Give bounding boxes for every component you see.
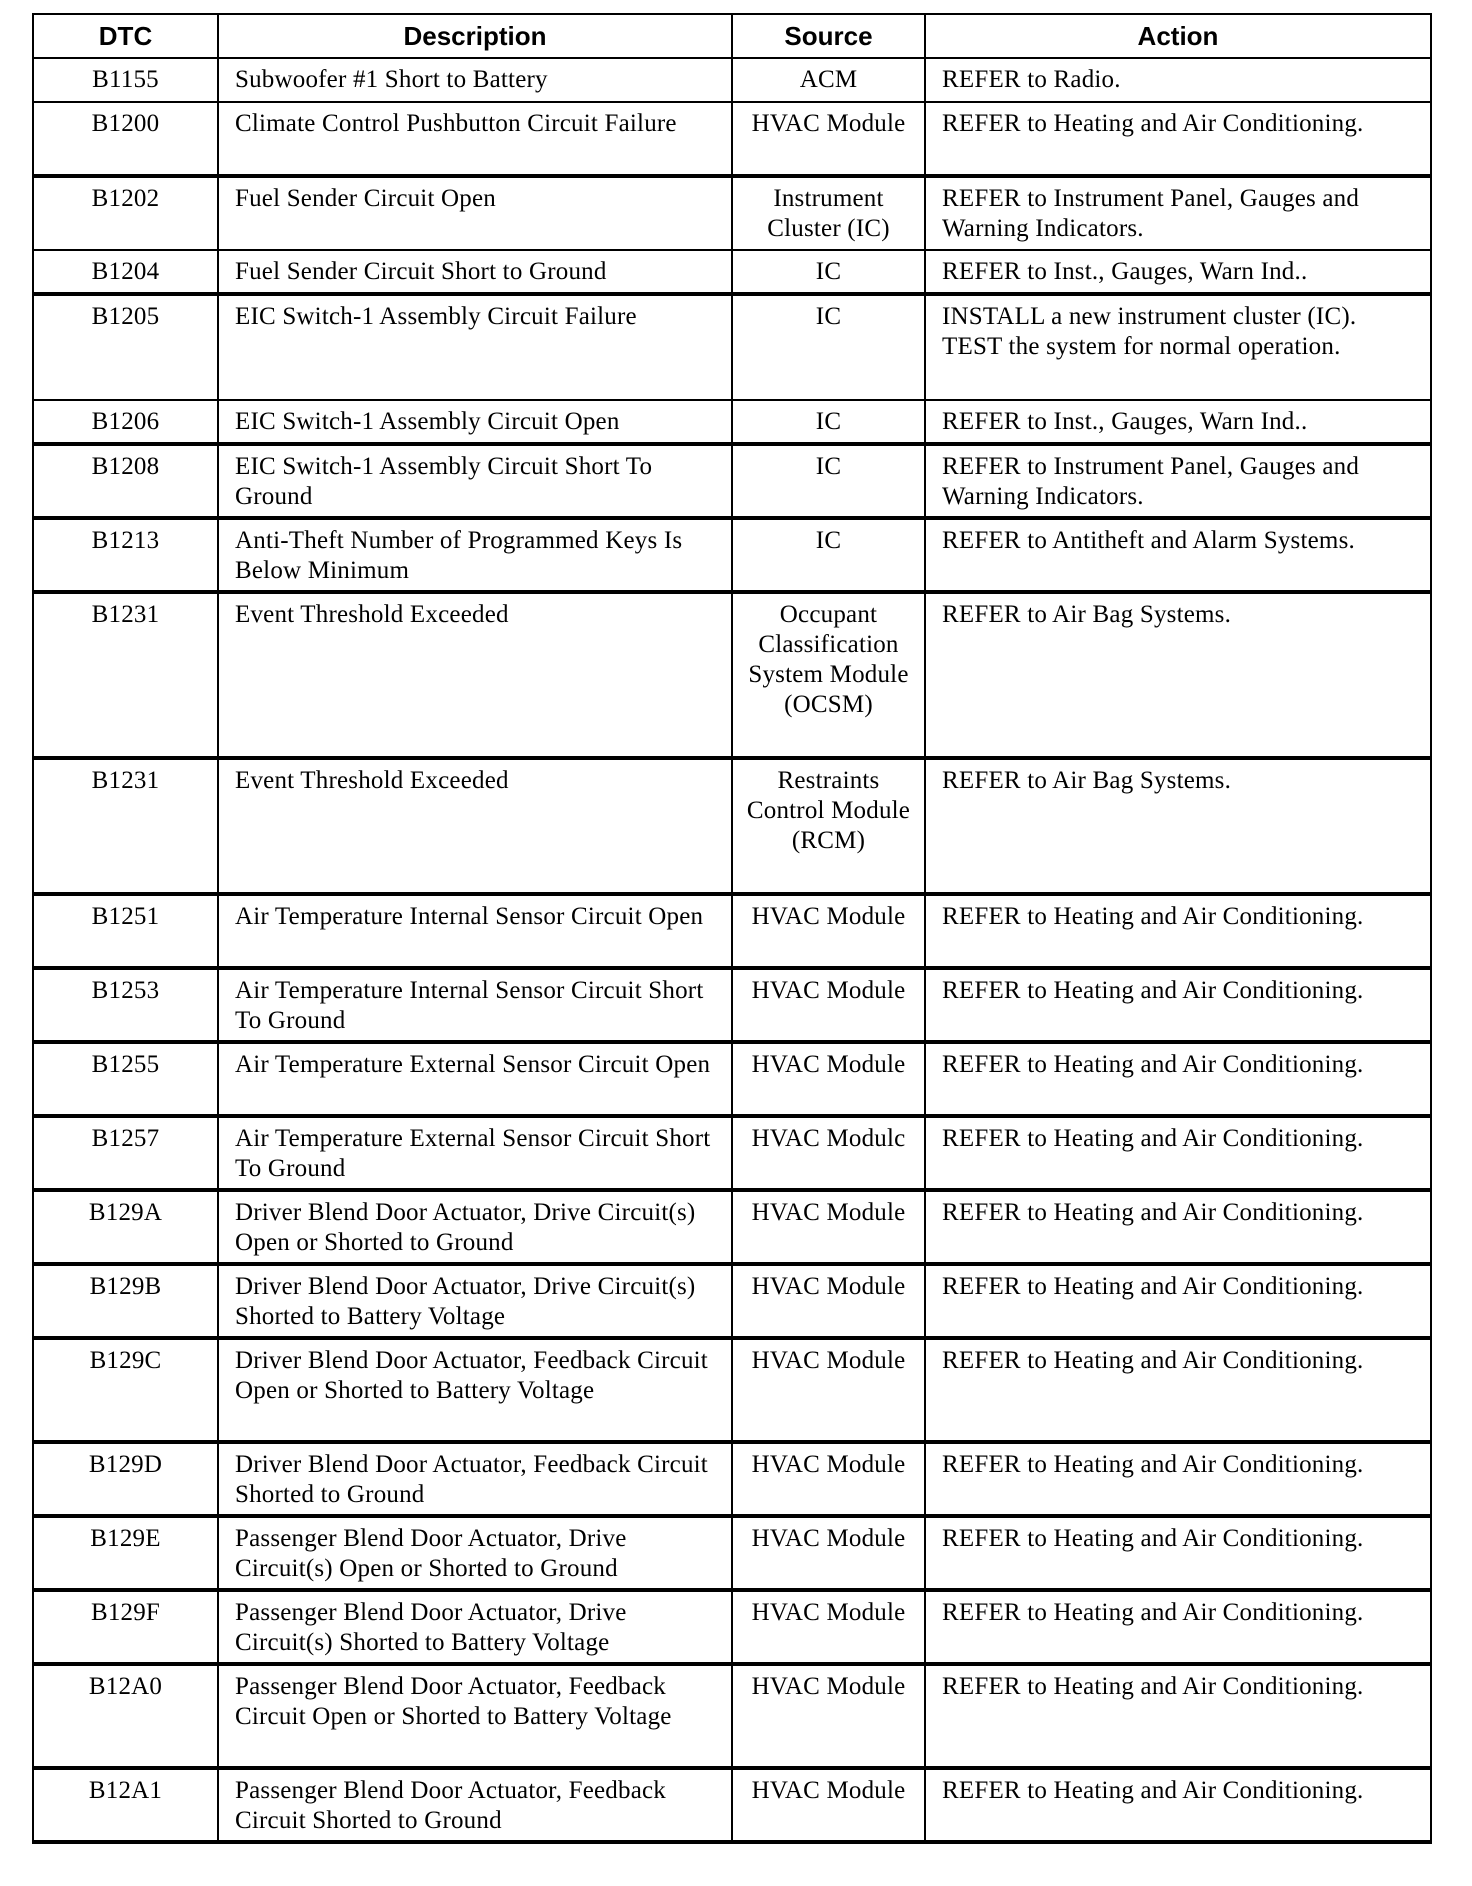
dtc-source: HVAC Module (732, 1264, 925, 1338)
dtc-source: HVAC Module (732, 1442, 925, 1516)
table-row (33, 1042, 1431, 1116)
dtc-action: REFER to Instrument Panel, Gauges and Warning Indicators. (925, 444, 1431, 518)
dtc-source: HVAC Module (732, 1338, 925, 1442)
dtc-source: HVAC Module (732, 1664, 925, 1768)
dtc-description: Air Temperature External Sensor Circuit Short To Ground (218, 1116, 732, 1190)
dtc-code: B129A (33, 1190, 218, 1264)
dtc-description: Passenger Blend Door Actuator, Drive Circuit(s) Shorted to Battery Voltage (218, 1590, 732, 1664)
dtc-action: REFER to Heating and Air Conditioning. (925, 1516, 1431, 1590)
dtc-action: REFER to Heating and Air Conditioning. (925, 1590, 1431, 1664)
dtc-source: ACM (732, 58, 925, 102)
dtc-action: REFER to Heating and Air Conditioning. (925, 1042, 1431, 1116)
dtc-code: B1231 (33, 758, 218, 894)
dtc-description: Climate Control Pushbutton Circuit Failure (218, 102, 732, 176)
dtc-source: IC (732, 250, 925, 294)
dtc-source: IC (732, 518, 925, 592)
dtc-action: REFER to Heating and Air Conditioning. (925, 1768, 1431, 1842)
dtc-code: B1257 (33, 1116, 218, 1190)
dtc-description: Driver Blend Door Actuator, Drive Circuit(s) Shorted to Battery Voltage (218, 1264, 732, 1338)
table-row (33, 894, 1431, 968)
dtc-action: REFER to Antitheft and Alarm Systems. (925, 518, 1431, 592)
dtc-description: Driver Blend Door Actuator, Feedback Circuit Shorted to Ground (218, 1442, 732, 1516)
dtc-action: REFER to Inst., Gauges, Warn Ind.. (925, 400, 1431, 444)
dtc-action: REFER to Heating and Air Conditioning. (925, 1664, 1431, 1768)
dtc-action: REFER to Heating and Air Conditioning. (925, 1264, 1431, 1338)
table-row (33, 1190, 1431, 1264)
header-dtc: DTC (33, 14, 218, 58)
dtc-description: Passenger Blend Door Actuator, Drive Circuit(s) Open or Shorted to Ground (218, 1516, 732, 1590)
dtc-description: Air Temperature External Sensor Circuit Open (218, 1042, 732, 1116)
header-action: Action (925, 14, 1431, 58)
table-row (33, 400, 1431, 444)
dtc-description: Subwoofer #1 Short to Battery (218, 58, 732, 102)
dtc-code: B12A1 (33, 1768, 218, 1842)
dtc-source: HVAC Module (732, 1190, 925, 1264)
table-row (33, 968, 1431, 1042)
dtc-code: B1206 (33, 400, 218, 444)
dtc-code: B1208 (33, 444, 218, 518)
table-row (33, 294, 1431, 400)
dtc-action: REFER to Heating and Air Conditioning. (925, 1338, 1431, 1442)
dtc-source: HVAC Module (732, 968, 925, 1042)
table-body (33, 58, 1431, 1842)
dtc-description: Event Threshold Exceeded (218, 592, 732, 758)
table-row (33, 518, 1431, 592)
dtc-code: B1231 (33, 592, 218, 758)
dtc-code: B129B (33, 1264, 218, 1338)
dtc-source: HVAC Modulc (732, 1116, 925, 1190)
table-row (33, 250, 1431, 294)
table-row (33, 592, 1431, 758)
table-row (33, 58, 1431, 102)
table-row (33, 758, 1431, 894)
dtc-table (32, 13, 1432, 1844)
dtc-action: REFER to Heating and Air Conditioning. (925, 894, 1431, 968)
dtc-code: B1200 (33, 102, 218, 176)
table-row (33, 1264, 1431, 1338)
table-row (33, 444, 1431, 518)
table-row (33, 176, 1431, 250)
dtc-action: REFER to Air Bag Systems. (925, 592, 1431, 758)
dtc-description: Air Temperature Internal Sensor Circuit Open (218, 894, 732, 968)
table-row (33, 1768, 1431, 1842)
dtc-description: Passenger Blend Door Actuator, Feedback Circuit Shorted to Ground (218, 1768, 732, 1842)
table-header-row (33, 14, 1431, 58)
dtc-action: REFER to Heating and Air Conditioning. (925, 1190, 1431, 1264)
table-row (33, 102, 1431, 176)
dtc-source: IC (732, 294, 925, 400)
dtc-description: EIC Switch-1 Assembly Circuit Short To Ground (218, 444, 732, 518)
dtc-source: HVAC Module (732, 1768, 925, 1842)
dtc-code: B1213 (33, 518, 218, 592)
dtc-action: REFER to Air Bag Systems. (925, 758, 1431, 894)
dtc-description: Event Threshold Exceeded (218, 758, 732, 894)
dtc-source: Instrument Cluster (IC) (732, 176, 925, 250)
dtc-action: REFER to Heating and Air Conditioning. (925, 1442, 1431, 1516)
header-source: Source (732, 14, 925, 58)
dtc-source: IC (732, 400, 925, 444)
dtc-description: EIC Switch-1 Assembly Circuit Failure (218, 294, 732, 400)
dtc-code: B1255 (33, 1042, 218, 1116)
dtc-description: Anti-Theft Number of Programmed Keys Is Below Minimum (218, 518, 732, 592)
dtc-source: HVAC Module (732, 102, 925, 176)
dtc-code: B1204 (33, 250, 218, 294)
dtc-source: HVAC Module (732, 1042, 925, 1116)
dtc-action: REFER to Instrument Panel, Gauges and Warning Indicators. (925, 176, 1431, 250)
table-row (33, 1664, 1431, 1768)
dtc-code: B1155 (33, 58, 218, 102)
dtc-source: HVAC Module (732, 1590, 925, 1664)
dtc-source: Occupant Classification System Module (OCSM) (732, 592, 925, 758)
dtc-action: REFER to Radio. (925, 58, 1431, 102)
dtc-action: INSTALL a new instrument cluster (IC). TEST the system for normal operation. (925, 294, 1431, 400)
dtc-code: B1251 (33, 894, 218, 968)
dtc-source: IC (732, 444, 925, 518)
dtc-source: HVAC Module (732, 1516, 925, 1590)
dtc-code: B129F (33, 1590, 218, 1664)
dtc-code: B12A0 (33, 1664, 218, 1768)
table-row (33, 1442, 1431, 1516)
table-row (33, 1338, 1431, 1442)
header-description: Description (218, 14, 732, 58)
dtc-action: REFER to Heating and Air Conditioning. (925, 1116, 1431, 1190)
dtc-description: EIC Switch-1 Assembly Circuit Open (218, 400, 732, 444)
dtc-code: B1253 (33, 968, 218, 1042)
dtc-code: B1205 (33, 294, 218, 400)
dtc-description: Fuel Sender Circuit Short to Ground (218, 250, 732, 294)
dtc-source: Restraints Control Module (RCM) (732, 758, 925, 894)
dtc-code: B129E (33, 1516, 218, 1590)
dtc-description: Passenger Blend Door Actuator, Feedback Circuit Open or Shorted to Battery Voltage (218, 1664, 732, 1768)
dtc-description: Driver Blend Door Actuator, Drive Circuit(s) Open or Shorted to Ground (218, 1190, 732, 1264)
table-row (33, 1516, 1431, 1590)
dtc-action: REFER to Heating and Air Conditioning. (925, 968, 1431, 1042)
dtc-action: REFER to Inst., Gauges, Warn Ind.. (925, 250, 1431, 294)
dtc-source: HVAC Module (732, 894, 925, 968)
dtc-action: REFER to Heating and Air Conditioning. (925, 102, 1431, 176)
dtc-code: B129D (33, 1442, 218, 1516)
table-row (33, 1116, 1431, 1190)
dtc-description: Driver Blend Door Actuator, Feedback Circuit Open or Shorted to Battery Voltage (218, 1338, 732, 1442)
dtc-description: Fuel Sender Circuit Open (218, 176, 732, 250)
dtc-code: B1202 (33, 176, 218, 250)
dtc-description: Air Temperature Internal Sensor Circuit Short To Ground (218, 968, 732, 1042)
dtc-code: B129C (33, 1338, 218, 1442)
table-row (33, 1590, 1431, 1664)
